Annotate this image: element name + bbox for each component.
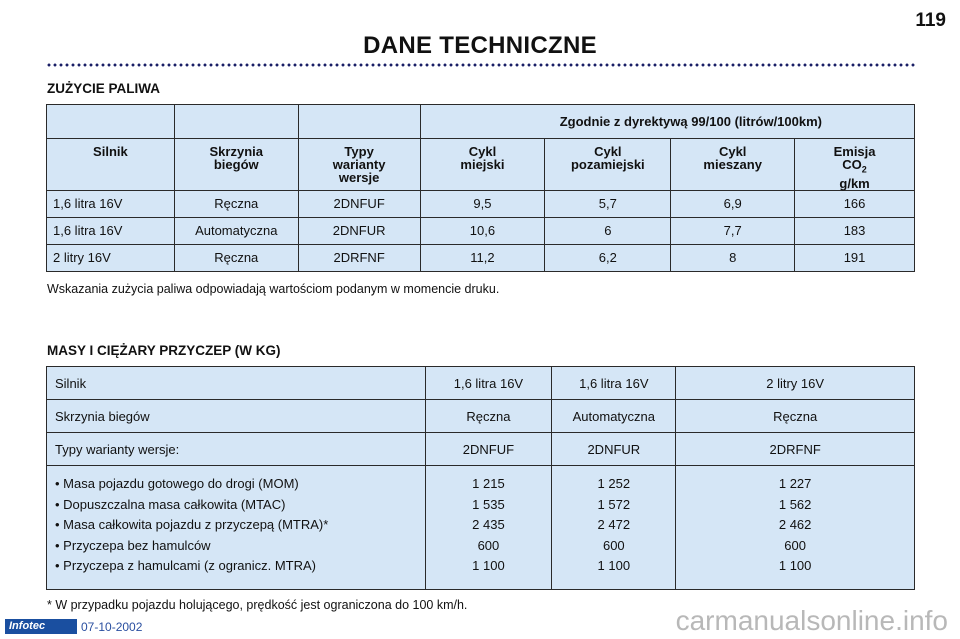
table-row — [47, 433, 915, 466]
cell-combined: 8 — [671, 244, 795, 271]
col-header-gearbox: Skrzynia biegów — [174, 139, 298, 191]
list-item: • Dopuszczalna masa całkowita (MTAC) — [55, 496, 286, 512]
mass-section-heading: MASY I CIĘŻARY PRZYCZEP (W KG) — [47, 343, 281, 358]
mass-items-list — [47, 466, 426, 590]
col-header-engine: Silnik — [47, 139, 175, 191]
cell-value: Automatyczna — [552, 400, 676, 433]
cell-engine: 1,6 litra 16V — [47, 217, 175, 244]
cell-emission: 166 — [795, 190, 915, 217]
cell-value: Ręczna — [676, 400, 915, 433]
cell-value: 2DNFUF — [425, 433, 552, 466]
list-item: • Przyczepa bez hamulców — [55, 537, 211, 553]
table-row — [47, 400, 915, 433]
cell-value: 1,6 litra 16V — [552, 367, 676, 400]
col-header-extra-urban: Cykl pozamiejski — [545, 139, 671, 191]
table-row — [47, 105, 915, 139]
cell-urban: 11,2 — [420, 244, 545, 271]
cell-value: 2DNFUR — [552, 433, 676, 466]
list-item: • Przyczepa z hamulcami (z ogranicz. MTRA) — [55, 558, 317, 573]
cell-emission: 183 — [795, 217, 915, 244]
mass-values-column: 1 252 1 572 2 472 600 1 100 — [552, 466, 676, 590]
cell-engine: 2 litry 16V — [47, 244, 175, 271]
dotted-divider — [46, 63, 916, 67]
col-header-types: Typy warianty wersje — [298, 139, 420, 191]
print-date: 07-10-2002 — [81, 620, 143, 634]
row-label: Typy warianty wersje: — [47, 433, 426, 466]
cell-type: 2DNFUF — [298, 190, 420, 217]
mass-table — [46, 366, 915, 590]
col-header-emission: Emisja $CO_2$ g/km — [795, 139, 915, 191]
cell-value: 2DRFNF — [676, 433, 915, 466]
infotec-logo: Infotec — [5, 619, 77, 634]
footnote: * W przypadku pojazdu holującego, prędkość jest ograniczona do 100 km/h. — [47, 598, 468, 612]
row-label: Silnik — [47, 367, 426, 400]
cell-value: 2 litry 16V — [676, 367, 915, 400]
cell-combined: 7,7 — [671, 217, 795, 244]
directive-header: Zgodnie z dyrektywą 99/100 (litrów/100km) — [420, 105, 914, 139]
cell-value: Ręczna — [425, 400, 552, 433]
watermark: carmanualsonline.info — [675, 605, 948, 636]
cell-emission: 191 — [795, 244, 915, 271]
col-header-combined: Cykl mieszany — [671, 139, 795, 191]
table-row — [47, 466, 915, 590]
cell-value: 1,6 litra 16V — [425, 367, 552, 400]
table-header-row — [47, 139, 915, 191]
table-row — [47, 190, 915, 217]
col-header-urban: Cykl miejski — [420, 139, 545, 191]
cell-combined: 6,9 — [671, 190, 795, 217]
cell-extra-urban: 6 — [545, 217, 671, 244]
cell-extra-urban: 6,2 — [545, 244, 671, 271]
cell-urban: 9,5 — [420, 190, 545, 217]
cell-extra-urban: 5,7 — [545, 190, 671, 217]
page-number: 119 — [915, 10, 946, 31]
cell-gearbox: Ręczna — [174, 244, 298, 271]
table-row — [47, 367, 915, 400]
table-row — [47, 217, 915, 244]
cell-gearbox: Ręczna — [174, 190, 298, 217]
mass-values-column: 1 227 1 562 2 462 600 1 100 — [676, 466, 915, 590]
page-title: DANE TECHNICZNE — [363, 32, 597, 59]
cell-type: 2DNFUR — [298, 217, 420, 244]
cell-gearbox: Automatyczna — [174, 217, 298, 244]
table-row — [47, 244, 915, 271]
list-item: • Masa całkowita pojazdu z przyczepą (MTRA)* — [55, 517, 329, 532]
cell-type: 2DRFNF — [298, 244, 420, 271]
fuel-consumption-table — [46, 104, 915, 272]
mass-values-column: 1 215 1 535 2 435 600 1 100 — [425, 466, 552, 590]
cell-urban: 10,6 — [420, 217, 545, 244]
row-label: Skrzynia biegów — [47, 400, 426, 433]
fuel-section-heading: ZUŻYCIE PALIWA — [47, 81, 160, 96]
list-item: • Masa pojazdu gotowego do drogi (MOM) — [55, 476, 299, 491]
fuel-note: Wskazania zużycia paliwa odpowiadają wartościom podanym w momencie druku. — [47, 282, 500, 296]
cell-engine: 1,6 litra 16V — [47, 190, 175, 217]
